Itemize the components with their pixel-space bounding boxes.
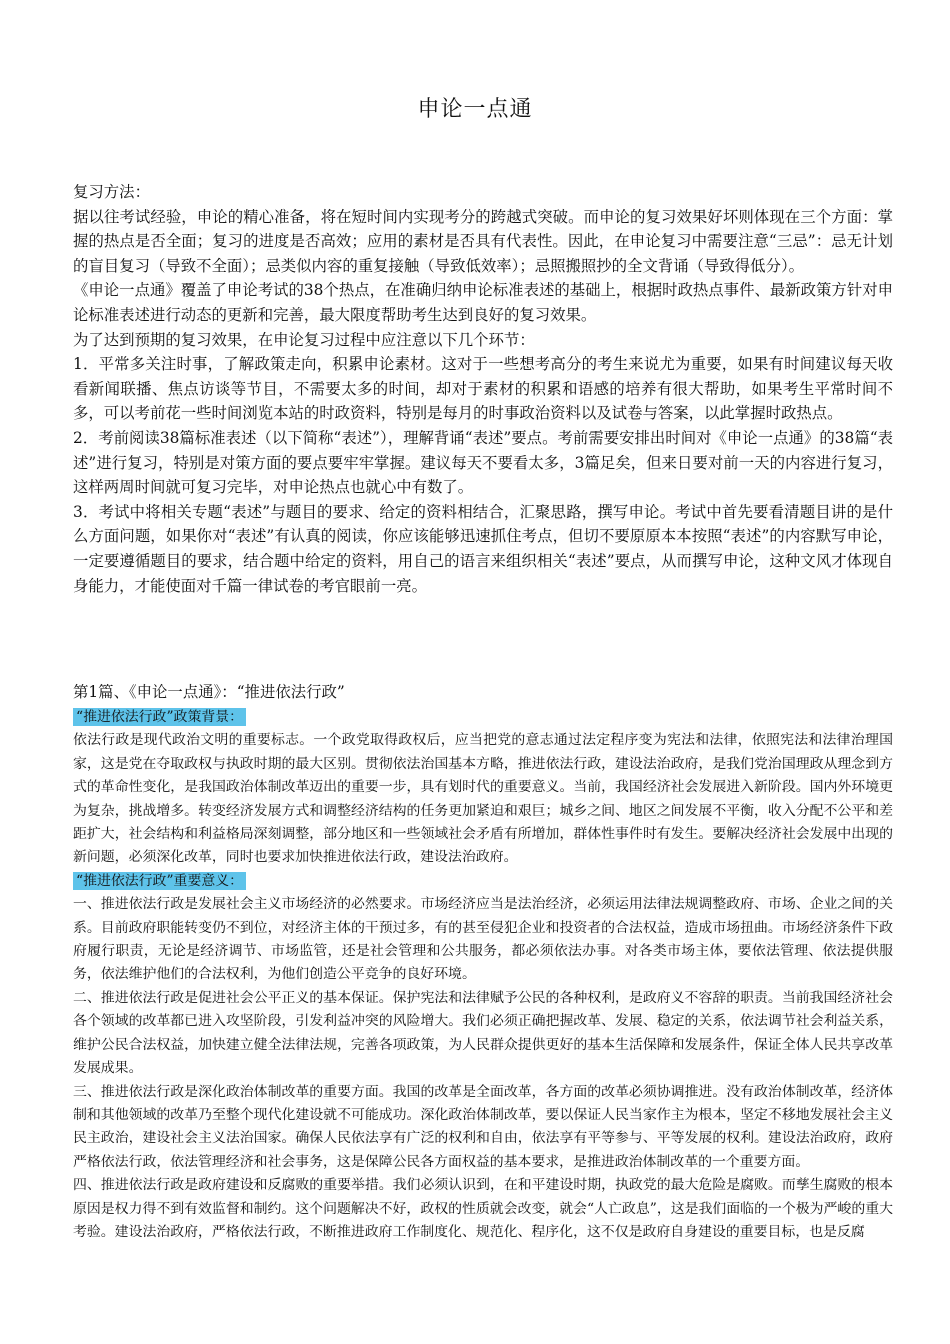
significance-label: “推进依法行政”重要意义：: [73, 872, 246, 890]
significance-paragraph: 二、推进依法行政是促进社会公平正义的基本保证。保护宪法和法律赋予公民的各种权利，是政府义不容辞的职责。当前我国经济社会各个领域的改革都已进入攻坚阶段，引发利益冲突的风险增大。我们必须正确把握改革、发展、稳定的关系，依法调节社会利益关系，维护公民合法权益，加快建立健全法律法规，完善各项政策，为人民群众提供更好的基本生活保障和发展条件，保证全体人民共享改革发展成果。: [73, 989, 893, 1077]
background-paragraph: 依法行政是现代政治文明的重要标志。一个政党取得政权后，应当把党的意志通过法定程序变为宪法和法律，依照宪法和法律治理国家，这是党在夺取政权与执政时期的最大区别。贯彻依法治国基本方略，推进依法行政，建设法治政府，是我们党治国理政从理念到方式的革命性变化，是我国政治体制改革迈出的重要一步，具有划时代的重要意义。当前，我国经济社会发展进入新阶段。国内外环境更为复杂，挑战增多。转变经济发展方式和调整经济结构的任务更加紧迫和艰巨；城乡之间、地区之间发展不平衡，收入分配不公平和差距扩大，社会结构和利益格局深刻调整，部分地区和一些领域社会矛盾有所增加，群体性事件时有发生。要解决经济社会发展中出现的新问题，必须深化改革，同时也要求加快推进依法行政，建设法治政府。: [73, 732, 893, 866]
document-title: 申论一点通: [417, 97, 533, 122]
intro-section: [73, 180, 893, 598]
section-title: 第1篇、《申论一点通》：“推进依法行政”: [73, 683, 345, 701]
background-label: “推进依法行政”政策背景：: [73, 708, 246, 726]
significance-paragraph: 三、推进依法行政是深化政治体制改革的重要方面。我国的改革是全面改革，各方面的改革必须协调推进。没有政治体制改革，经济体制和其他领域的改革乃至整个现代化建设就不可能成功。深化政治体制改革，要以保证人民当家作主为根本，坚定不移地发展社会主义民主政治，建设社会主义法治国家。确保人民依法享有广泛的权利和自由，依法享有平等参与、平等发展的权利。建设法治政府，政府严格依法行政，依法管理经济和社会事务，这是保障公民各方面权益的基本要求，是推进政治体制改革的一个重要方面。: [73, 1083, 893, 1170]
intro-paragraph: 为了达到预期的复习效果，在申论复习过程中应注意以下几个环节：: [73, 330, 535, 349]
intro-paragraph: 1．平常多关注时事，了解政策走向，积累申论素材。这对于一些想考高分的考生来说尤为重要，如果有时间建议每天收看新闻联播、焦点访谈等节目，不需要太多的时间，却对于素材的积累和语感的培养有很大帮助，如果考生平常时间不多，可以考前花一些时间浏览本站的时政资料，特别是每月的时事政治资料以及试卷与答案，以此掌握时政热点。: [73, 355, 893, 423]
section-body: [73, 706, 893, 1244]
intro-paragraph: 3．考试中将相关专题“表述”与题目的要求、给定的资料相结合，汇聚思路，撰写申论。考试中首先要看清题目讲的是什么方面问题，如果你对“表述”有认真的阅读，你应该能够迅速抓住考点，但切不要原原本本按照“表述”的内容默写申论，一定要遵循题目的要求，结合题中给定的资料，用自己的语言来组织相关“表述”要点，从而撰写申论，这种文风才体现自身能力，才能使面对千篇一律试卷的考官眼前一亮。: [73, 502, 893, 595]
intro-paragraph: 据以往考试经验，申论的精心准备，将在短时间内实现考分的跨越式突破。而申论的复习效果好坏则体现在三个方面：掌握的热点是否全面；复习的进度是否高效；应用的素材是否具有代表性。因此，在申论复习中需要注意“三忌”：忌无计划的盲目复习（导致不全面）；忌类似内容的重复接触（导致低效率）；忌照搬照抄的全文背诵（导致得低分）。: [73, 207, 893, 275]
significance-paragraph: 四、推进依法行政是政府建设和反腐败的重要举措。我们必须认识到，在和平建设时期，执政党的最大危险是腐败。而孳生腐败的根本原因是权力得不到有效监督和制约。这个问题解决不好，政权的性质就会改变，就会“人亡政息”，这是我们面临的一个极为严峻的重大考验。建设法治政府，严格依法行政，不断推进政府工作制度化、规范化、程序化，这不仅是政府自身建设的重要目标，也是反腐: [73, 1177, 893, 1240]
significance-paragraph: 一、推进依法行政是发展社会主义市场经济的必然要求。市场经济应当是法治经济，必须运用法律法规调整政府、市场、企业之间的关系。目前政府职能转变仍不到位，对经济主体的干预过多，有的甚至侵犯企业和投资者的合法权益，造成市场扭曲。市场经济条件下政府履行职责，无论是经济调节、市场监管，还是社会管理和公共服务，都必须依法办事。对各类市场主体，要依法管理、依法提供服务，依法维护他们的合法权利，为他们创造公平竞争的良好环境。: [73, 896, 893, 983]
intro-paragraph: 《申论一点通》覆盖了申论考试的38个热点，在准确归纳申论标准表述的基础上，根据时政热点事件、最新政策方针对申论标准表述进行动态的更新和完善，最大限度帮助考生达到良好的复习效果。: [73, 281, 893, 324]
intro-heading: 复习方法：: [73, 183, 150, 201]
intro-paragraph: 2．考前阅读38篇标准表述（以下简称“表述”），理解背诵“表述”要点。考前需要安排出时间对《申论一点通》的38篇“表述”进行复习，特别是对策方面的要点要牢牢掌握。建议每天不要看太多，3篇足矣，但来日要对前一天的内容进行复习，这样两周时间就可复习完毕，对申论热点也就心中有数了。: [73, 428, 893, 497]
